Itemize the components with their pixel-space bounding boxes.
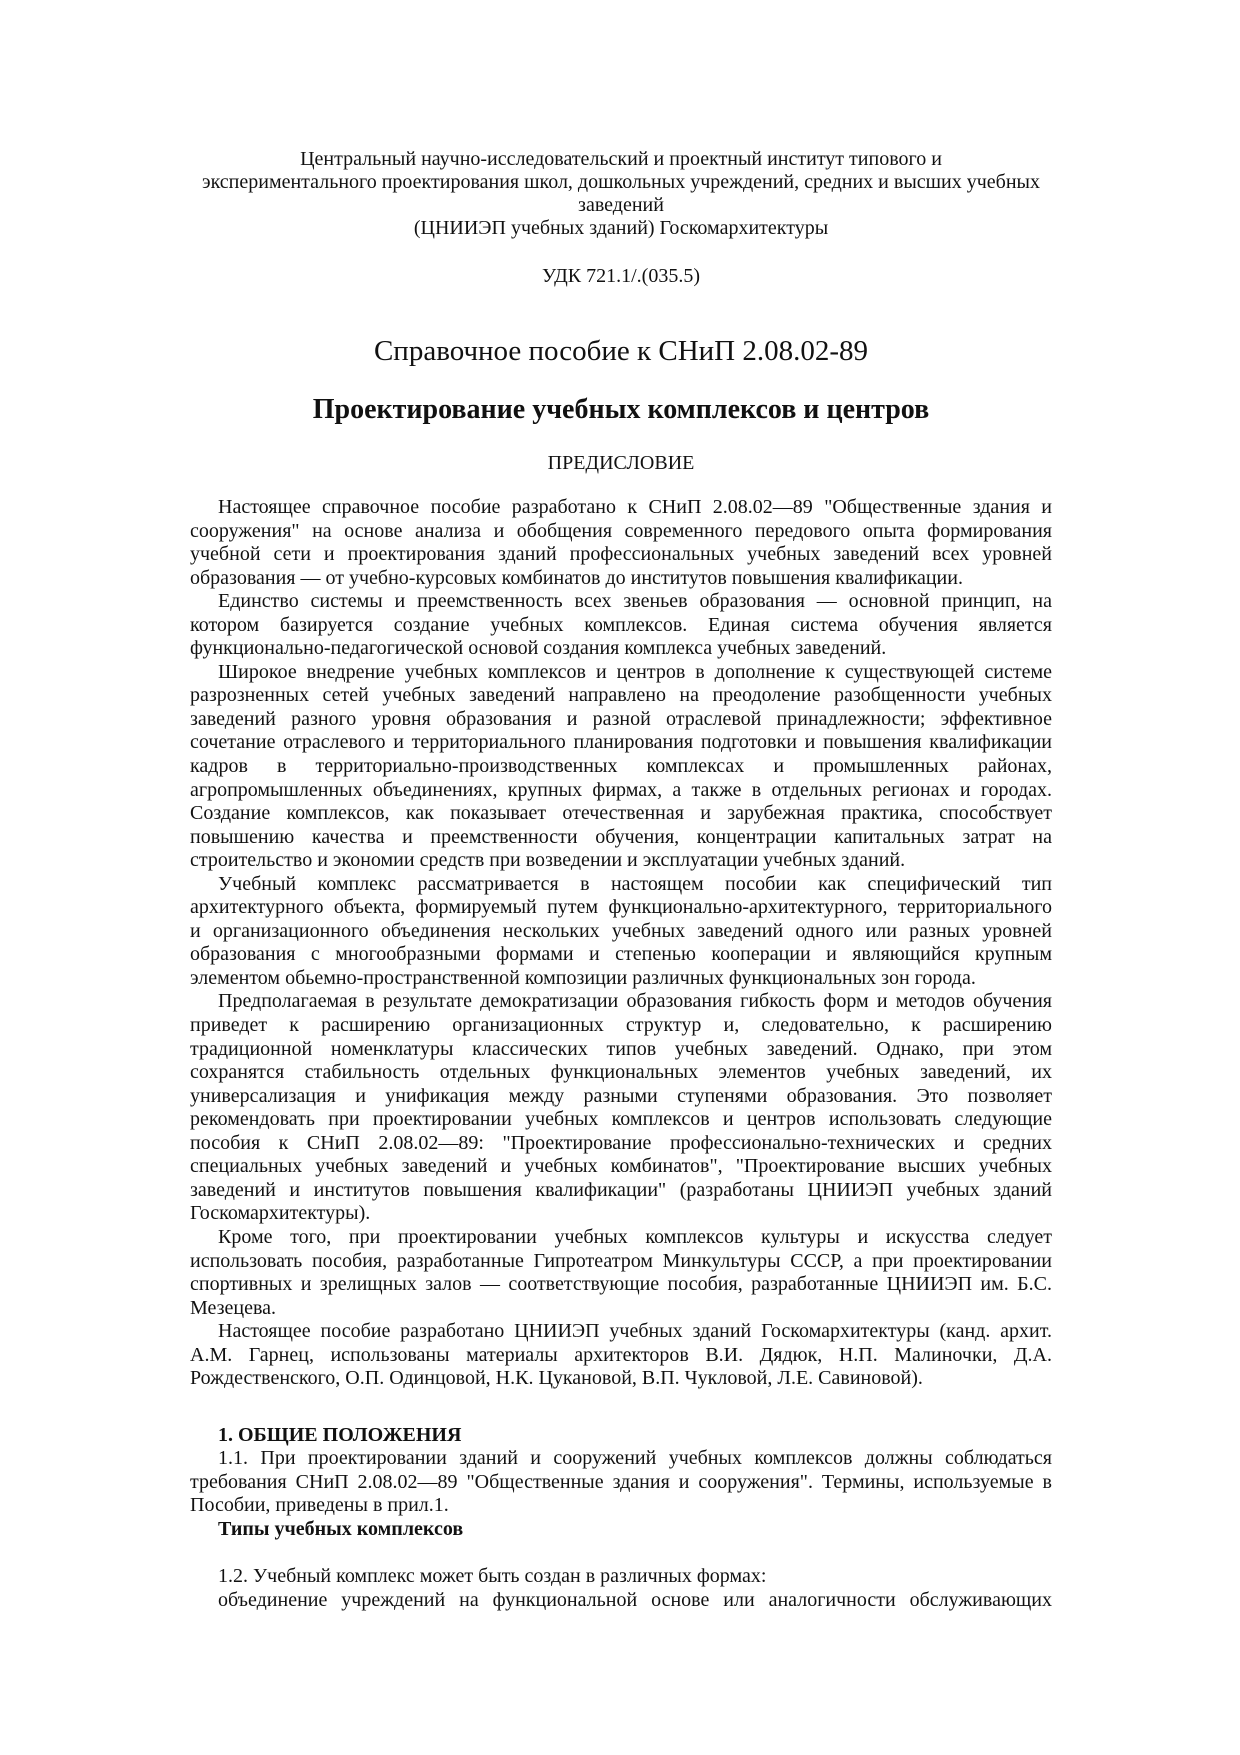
text-line: требования СНиП 2.08.02—89 "Общественные здания и сооружения". Термины, используемые в: [190, 1470, 1052, 1493]
preface-paragraph: [190, 1226, 1052, 1320]
text-line: образования с многообразными формами и степенью кооперации и являющийся крупным: [190, 943, 1052, 966]
text-line: использовать пособия, разработанные Гипротеатром Минкультуры СССР, а при проектировании: [190, 1249, 1052, 1272]
text-line: Широкое внедрение учебных комплексов и центров в дополнение к существующей системе: [218, 660, 1052, 683]
preface-paragraph: [190, 590, 1052, 661]
preface-paragraph: [190, 1320, 1052, 1391]
text-line: сохранятся стабильность отдельных функциональных элементов учебных заведений, их: [190, 1061, 1052, 1084]
institute-line: экспериментального проектирования школ, дошкольных учреждений, средних и высших учебных: [201, 171, 1040, 193]
text-line: разрозненных сетей учебных заведений направлено на преодоление разобщенности учебных: [190, 684, 1052, 707]
preface-heading: ПРЕДИСЛОВИЕ: [547, 452, 695, 474]
institute-header: [190, 148, 1052, 240]
preface-paragraph: [190, 873, 1052, 991]
text-line: агропромышленных объединениях, крупных фирмах, а также в отдельных регионах и городах.: [190, 778, 1052, 801]
document-body: [190, 496, 1052, 1612]
paragraph-1-1: [190, 1447, 1052, 1518]
text-line: кадров в территориально-производственных комплексах и промышленных районах,: [190, 755, 1052, 778]
section-heading: 1. ОБЩИЕ ПОЛОЖЕНИЯ: [218, 1423, 462, 1446]
section-1: [190, 1424, 1052, 1612]
text-line: спортивных и зрелищных залов — соответствующие пособия, разработанные ЦНИИЭП им. Б.С.: [190, 1273, 1052, 1296]
text-line: строительство и экономии средств при возведении и эксплуатации учебных зданий.: [190, 849, 906, 872]
preface-paragraph: [190, 496, 1052, 590]
text-line: А.М. Гарнец, использованы материалы архитекторов В.И. Дядюк, Н.П. Малиночки, Д.А.: [190, 1343, 1052, 1366]
text-line: универсализация и унификация между разными ступенями образования. Это позволяет: [190, 1084, 1052, 1107]
text-line: Единство системы и преемственность всех звеньев образования — основной принцип, на: [218, 590, 1052, 613]
text-line: рекомендовать при проектировании учебных комплексов и центров использовать следующие: [190, 1108, 1052, 1131]
text-line: образования — от учебно-курсовых комбинатов до институтов повышения квалификации.: [190, 566, 963, 589]
preface-paragraph: [190, 990, 1052, 1225]
spacer: [190, 1391, 1052, 1424]
text-line: Предполагаемая в результате демократизации образования гибкость форм и методов обучения: [218, 990, 1052, 1013]
text-line: сочетание отраслевого и территориального планирования подготовки и повышения квалификации: [190, 731, 1052, 754]
preface-paragraph: [190, 661, 1052, 873]
text-line: Пособии, приведены в прил.1.: [190, 1494, 449, 1517]
text-line: Настоящее справочное пособие разработано к СНиП 2.08.02—89 "Общественные здания и: [218, 496, 1052, 518]
text-line: архитектурного объекта, формируемый путем функционально-архитектурного, территориального: [190, 896, 1052, 919]
text-line: Учебный комплекс рассматривается в настоящем пособии как специфический тип: [218, 872, 1052, 895]
text-line: Рождественского, О.П. Одинцовой, Н.К. Цукановой, В.П. Чукловой, Л.Е. Савиновой).: [190, 1367, 923, 1390]
preface-text: [190, 496, 1052, 1391]
text-line: Мезецева.: [190, 1296, 277, 1319]
text-line: элементом обьемно-пространственной композиции различных функциональных зон города.: [190, 966, 976, 989]
text-line: учебной сети и проектирования зданий профессиональных учебных заведений всех уровней: [190, 543, 1052, 566]
document-title: Справочное пособие к СНиП 2.08.02-89: [373, 335, 869, 367]
text-line: пособия к СНиП 2.08.02—89: "Проектирование профессионально-технических и средних: [190, 1131, 1052, 1154]
institute-line: (ЦНИИЭП учебных зданий) Госкомархитектуры: [413, 217, 829, 239]
text-line: Кроме того, при проектировании учебных комплексов культуры и искусства следует: [218, 1225, 1052, 1248]
text-line: Создание комплексов, как показывает отечественная и зарубежная практика, способствует: [190, 802, 1052, 825]
text-line: Госкомархитектуры).: [190, 1202, 371, 1225]
text-line: повышению качества и преемственности обучения, концентрации капитальных затрат на: [190, 825, 1052, 848]
text-line: объединение учреждений на функциональной основе или аналогичности обслуживающих: [218, 1588, 1052, 1611]
institute-line: Центральный научно-исследовательский и проектный институт типового и: [300, 148, 942, 170]
text-line: функционально-педагогической основой создания комплекса учебных заведений.: [190, 637, 887, 660]
text-line: сооружения" на основе анализа и обобщения современного передового опыта формирования: [190, 519, 1052, 542]
spacer: [190, 1542, 1052, 1566]
subsection-heading: Типы учебных комплексов: [218, 1517, 464, 1540]
text-line: и организационного объединения нескольких учебных заведений одного или разных уровней: [190, 919, 1052, 942]
text-line: традиционной номенклатуры классических типов учебных заведений. Однако, при этом: [190, 1037, 1052, 1060]
text-line: заведений и институтов повышения квалификации" (разработаны ЦНИИЭП учебных зданий: [190, 1178, 1052, 1201]
text-line: котором базируется создание учебных комплексов. Единая система обучения является: [190, 613, 1052, 636]
text-line: заведений разного уровня образования и разной отраслевой принадлежности; эффективное: [190, 707, 1052, 730]
udk-code: УДК 721.1/.(035.5): [542, 265, 700, 287]
text-line: 1.1. При проектировании зданий и сооружений учебных комплексов должны соблюдаться: [218, 1447, 1052, 1470]
text-line: Настоящее пособие разработано ЦНИИЭП учебных зданий Госкомархитектуры (канд. архит.: [218, 1320, 1052, 1343]
paragraph-1-2: 1.2. Учебный комплекс может быть создан в различных формах:: [218, 1565, 767, 1588]
text-line: специальных учебных заведений и учебных комбинатов", "Проектирование высших учебных: [190, 1155, 1052, 1178]
text-line: приведет к расширению организационных структур и, следовательно, к расширению: [190, 1014, 1052, 1037]
document-subtitle: Проектирование учебных комплексов и центров: [312, 394, 930, 425]
institute-line: заведений: [578, 194, 664, 216]
